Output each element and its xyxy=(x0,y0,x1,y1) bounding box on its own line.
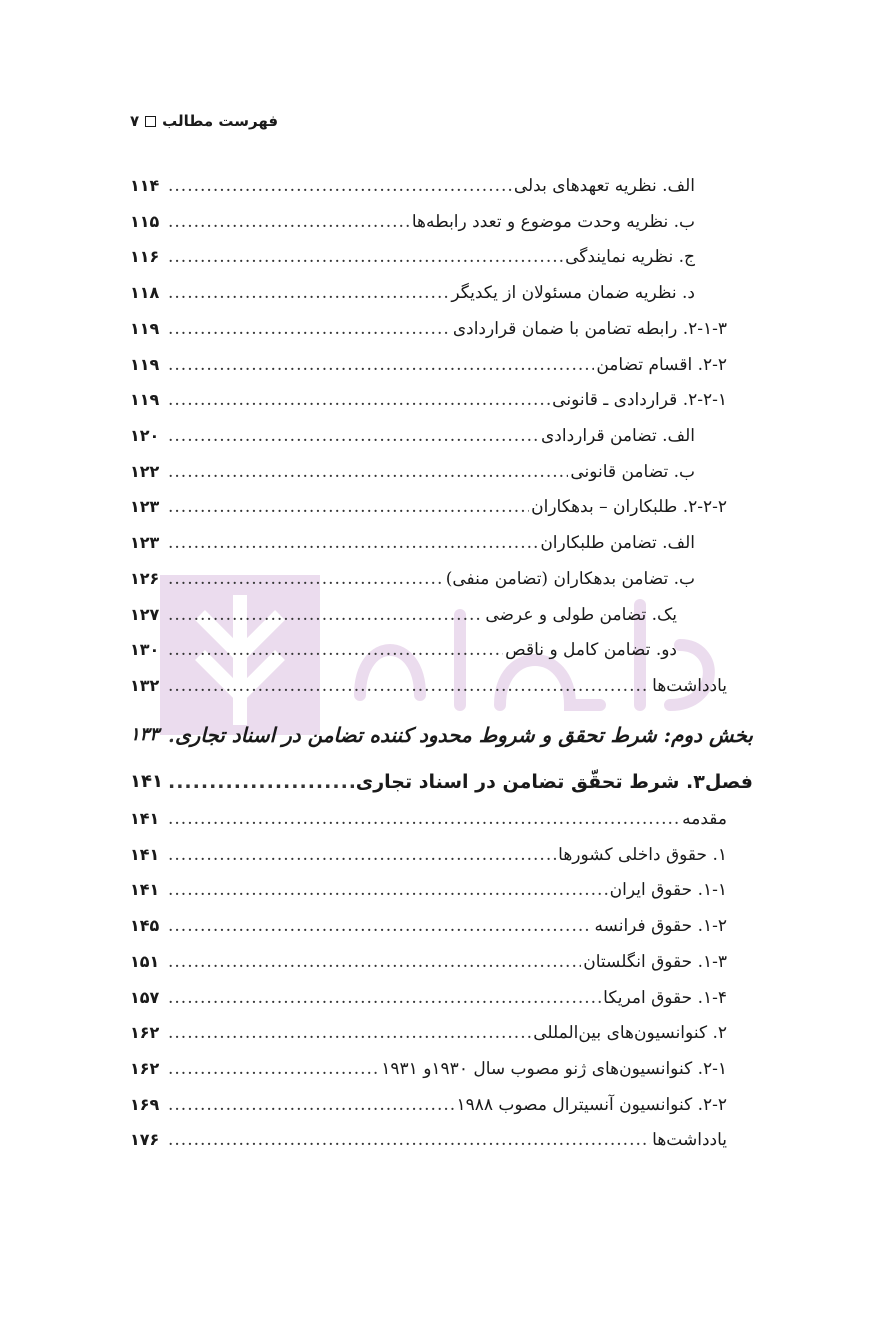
toc-entry-page: ۱۶۹ xyxy=(130,1095,160,1114)
toc-entry-title: ج. نظریه نمایندگی xyxy=(565,247,695,267)
toc-entry-page: ۱۱۹ xyxy=(130,355,160,374)
dot-leader xyxy=(168,175,512,197)
toc-entry-page: ۱۲۶ xyxy=(130,569,160,588)
toc-entry-title: مقدمه xyxy=(682,809,727,829)
running-header xyxy=(130,112,278,130)
toc-entry-title: ۱. حقوق داخلی کشورها xyxy=(558,845,727,865)
dot-leader xyxy=(168,879,608,901)
dot-leader xyxy=(168,532,538,554)
toc-entry xyxy=(130,596,677,626)
dot-leader xyxy=(168,211,410,233)
toc-entry xyxy=(130,1050,727,1080)
toc-entry-page: ۱۱۹ xyxy=(130,390,160,409)
toc-entry xyxy=(130,1014,727,1044)
dot-leader xyxy=(168,496,529,518)
dot-leader xyxy=(168,639,503,661)
square-bullet-icon xyxy=(145,116,156,127)
toc-entry-page: ۱۶۲ xyxy=(130,1059,160,1078)
toc-entry xyxy=(130,836,727,866)
dot-leader xyxy=(168,1129,650,1151)
toc-entry-title: ۲-۱-۳. رابطه تضامن با ضمان قراردادی xyxy=(452,319,727,339)
toc-entry-title: ۲. کنوانسیون‌های بین‌المللی xyxy=(533,1023,727,1043)
toc-entry-page: ۱۲۲ xyxy=(130,462,160,481)
dot-leader xyxy=(168,1022,531,1044)
dot-leader xyxy=(168,604,483,626)
toc-entry-title: یک. تضامن طولی و عرضی xyxy=(485,605,677,625)
toc-entry-title: دو. تضامن کامل و ناقص xyxy=(505,640,677,660)
toc-entry-page: ۱۲۰ xyxy=(130,426,160,445)
toc-entry-title: ۲-۲. اقسام تضامن xyxy=(596,355,727,375)
header-page-number: ۷ xyxy=(130,112,140,130)
toc-entry-page: ۱۴۱ xyxy=(130,809,160,828)
dot-leader xyxy=(168,318,451,340)
toc-entry xyxy=(130,979,727,1009)
toc-entry-title: ۱-۱. حقوق ایران xyxy=(609,880,727,900)
toc-entry-page: ۱۵۱ xyxy=(130,952,160,971)
toc-entry-page: ۱۷۶ xyxy=(130,1130,160,1149)
toc-entry-page: ۱۱۹ xyxy=(130,319,160,338)
dot-leader xyxy=(168,771,354,793)
toc-entry-title: یادداشت‌ها xyxy=(652,676,727,696)
toc-entry xyxy=(130,907,727,937)
toc-entry-page: ۱۳۲ xyxy=(130,676,160,695)
dot-leader xyxy=(168,987,601,1009)
dot-leader xyxy=(168,915,592,937)
toc-entry-title: یادداشت‌ها xyxy=(652,1130,727,1150)
toc-entry xyxy=(130,203,695,233)
dot-leader xyxy=(168,724,173,746)
toc-entry-title: ۲-۲-۱. قراردادی ـ قانونی xyxy=(552,390,727,410)
toc-entry-page: ۱۱۸ xyxy=(130,283,160,302)
toc-entry xyxy=(130,238,695,268)
toc-entry-page: ۱۱۶ xyxy=(130,247,160,266)
dot-leader xyxy=(168,568,444,590)
toc-chapter-heading xyxy=(130,763,753,793)
toc-entry-page: ۱۳۰ xyxy=(130,640,160,659)
toc-entry-title: ۲-۱. کنوانسیون‌های ژنو مصوب سال ۱۹۳۰و ۱۹۳۱ xyxy=(381,1059,727,1079)
toc-entry-title: الف. نظریه تعهدهای بدلی xyxy=(513,176,695,196)
toc-entry-page: ۱۴۵ xyxy=(130,916,160,935)
toc-entry xyxy=(130,310,727,340)
toc-entry xyxy=(130,453,695,483)
toc-entry-title: ۱-۳. حقوق انگلستان xyxy=(583,952,727,972)
dot-leader xyxy=(168,808,680,830)
toc-entry xyxy=(130,346,727,376)
toc-chapter-page: ۱۴۱ xyxy=(130,771,163,792)
toc-entry-page: ۱۱۴ xyxy=(130,176,160,195)
dot-leader xyxy=(168,389,550,411)
toc-entry xyxy=(130,1121,727,1151)
toc-entry xyxy=(130,167,695,197)
dot-leader xyxy=(168,675,650,697)
toc-entry-title: الف. تضامن طلبکاران xyxy=(540,533,695,553)
dot-leader xyxy=(168,844,556,866)
toc-entry-title: د. نظریه ضمان مسئولان از یکدیگر xyxy=(451,283,695,303)
toc-entry-title: ۱-۲. حقوق فرانسه xyxy=(594,916,727,936)
toc-part-title: بخش دوم: شرط تحقق و شروط محدود کننده تضامن در اسناد تجاری xyxy=(174,723,753,747)
toc-entry xyxy=(130,560,695,590)
header-title: فهرست مطالب xyxy=(162,112,279,130)
toc-entry-page: ۱۴۱ xyxy=(130,880,160,899)
toc-entry-title: ب. نظریه وحدت موضوع و تعدد رابطه‌ها xyxy=(411,212,695,232)
toc-part-page: ۱۳۳ xyxy=(130,724,160,745)
dot-leader xyxy=(168,246,563,268)
toc-entry xyxy=(130,631,677,661)
toc-chapter-title: فصل۳. شرط تحقّق تضامن در اسناد تجاری xyxy=(355,771,753,793)
toc-entry xyxy=(130,524,695,554)
dot-leader xyxy=(168,1094,454,1116)
toc-entry xyxy=(130,488,727,518)
toc-entry-page: ۱۶۲ xyxy=(130,1023,160,1042)
toc-entry-page: ۱۱۵ xyxy=(130,212,160,231)
dot-leader xyxy=(168,354,594,376)
toc-part-heading xyxy=(130,716,753,746)
toc-entry xyxy=(130,871,727,901)
toc-entry-page: ۱۴۱ xyxy=(130,845,160,864)
toc-entry-title: ۱-۴. حقوق امریکا xyxy=(603,988,727,1008)
dot-leader xyxy=(168,461,568,483)
toc-entry-title: ب. تضامن قانونی xyxy=(570,462,695,482)
toc-entry-title: الف. تضامن قراردادی xyxy=(540,426,695,446)
dot-leader xyxy=(168,1058,379,1080)
dot-leader xyxy=(168,282,449,304)
toc-entry-page: ۱۲۳ xyxy=(130,497,160,516)
dot-leader xyxy=(168,425,539,447)
toc-entry-title: ب. تضامن بدهکاران (تضامن منفی) xyxy=(445,569,695,589)
toc-entry xyxy=(130,274,695,304)
toc-entry xyxy=(130,381,727,411)
toc-entry xyxy=(130,667,727,697)
toc-entry xyxy=(130,417,695,447)
toc-entry xyxy=(130,800,727,830)
toc-entry-title: ۲-۲-۲. طلبکاران – بدهکاران xyxy=(531,497,727,517)
toc-entry xyxy=(130,943,727,973)
dot-leader xyxy=(168,951,581,973)
toc-entry-page: ۱۲۷ xyxy=(130,605,160,624)
toc-entry xyxy=(130,1086,727,1116)
toc-entry-title: ۲-۲. کنوانسیون آنسیترال مصوب ۱۹۸۸ xyxy=(456,1095,727,1115)
toc-entry-page: ۱۵۷ xyxy=(130,988,160,1007)
toc-entry-page: ۱۲۳ xyxy=(130,533,160,552)
